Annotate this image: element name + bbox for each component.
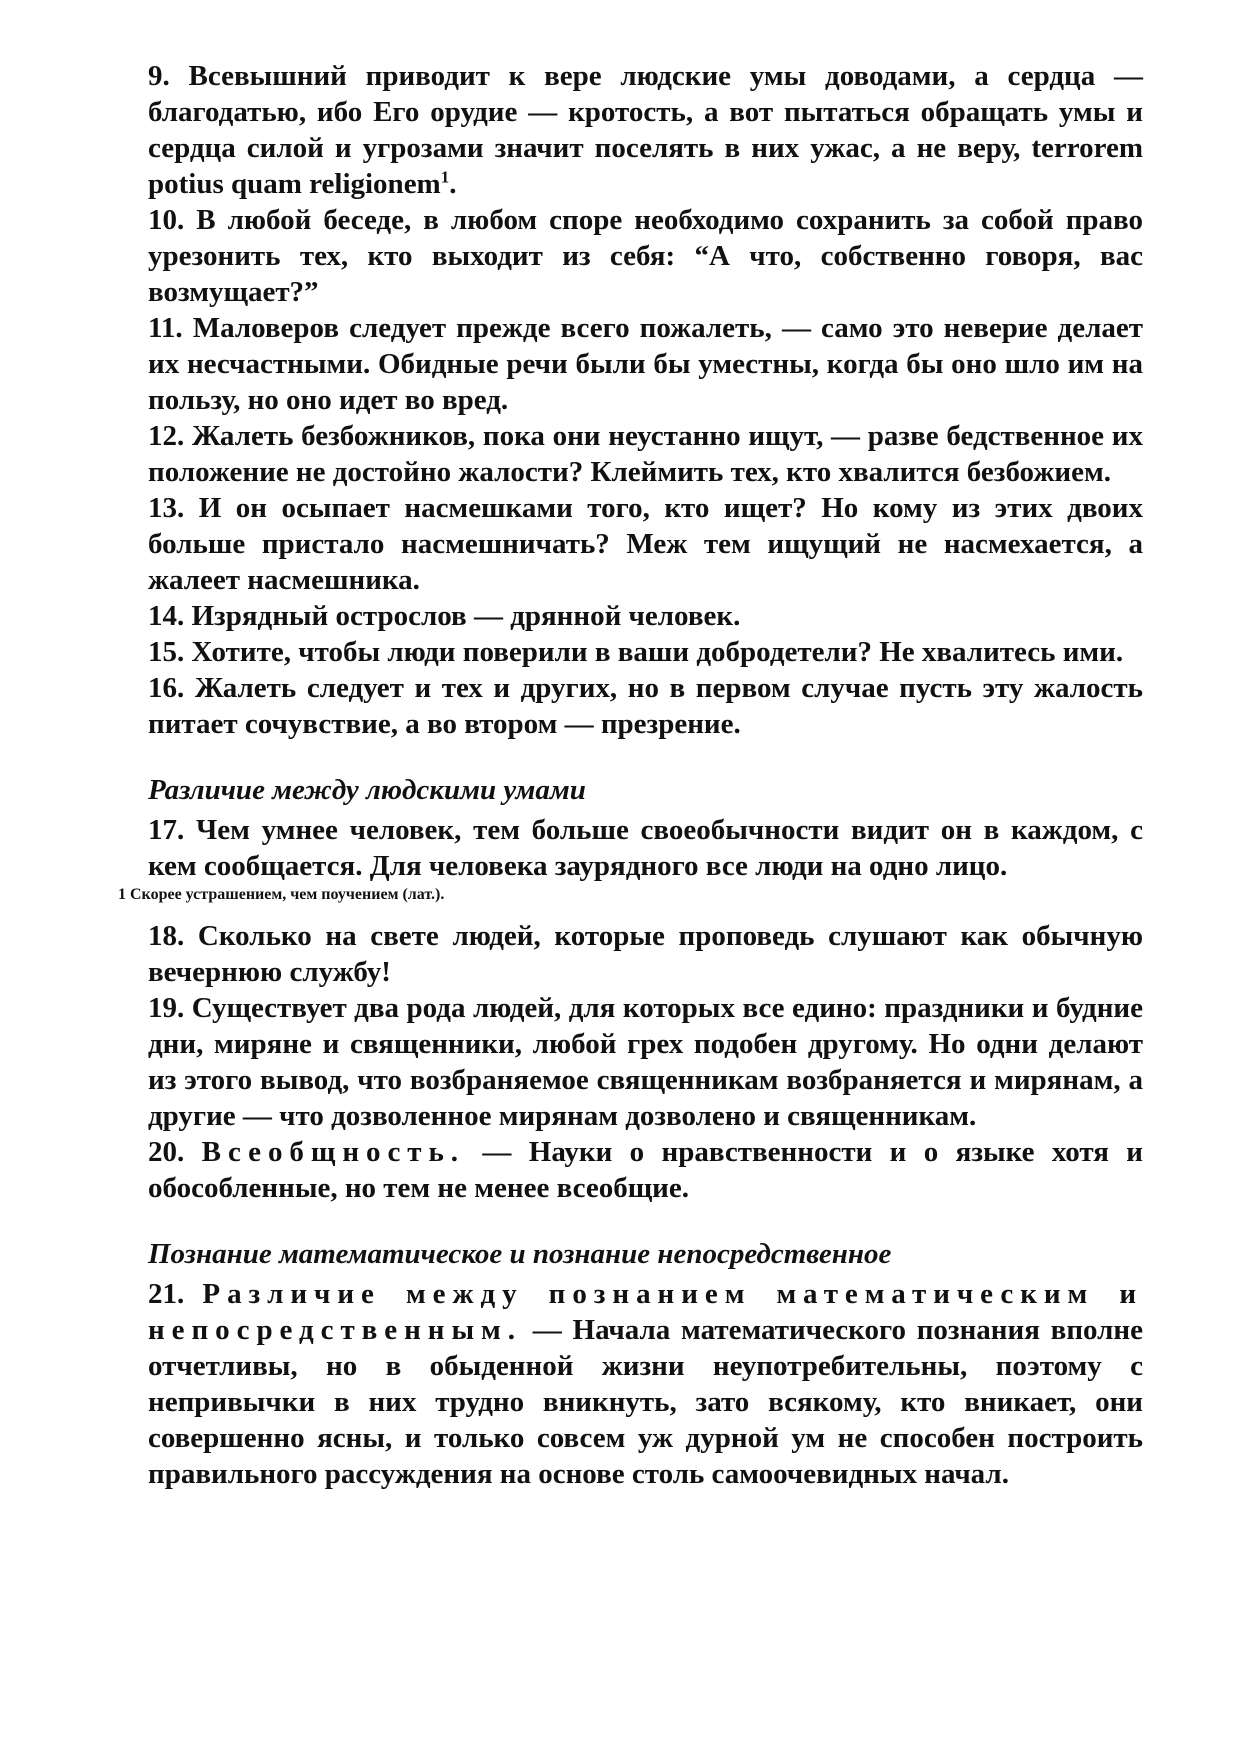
paragraph-17: 17. Чем умнее человек, тем больше своеобычности видит он в каждом, с кем сообщается. Для человека заурядного все люди на одно лицо. — [148, 814, 1143, 882]
section-heading-minds: Различие между людскими умами — [148, 774, 586, 806]
paragraph-21-text: — Начала математического познания вполне отчетливы, но в обыденной жизни неупотребительны, поэтому с непривычки в них трудно вникнуть, зато всякому, кто вникает, они совершенно ясны, и только совсем уж дурной ум не способен построить правильного рассуждения на основе столь самоочевидных начал. — [148, 1314, 1143, 1490]
paragraph-11: 11. Маловеров следует прежде всего пожалеть, — само это неверие делает их несчастными. Обидные речи были бы уместны, когда бы оно шло им на пользу, но оно идет во вред. — [148, 312, 1143, 416]
paragraph-20 — [148, 1134, 1143, 1206]
paragraph-20-text: — Науки о нравственности и о языке хотя и обособленные, но тем не менее всеобщие. — [148, 1136, 1144, 1204]
paragraph-12: 12. Жалеть безбожников, пока они неустанно ищут, — разве бедственное их положение не достойно жалости? Клеймить тех, кто хвалится безбожием. — [148, 420, 1143, 488]
paragraph-18: 18. Сколько на свете людей, которые проповедь слушают как обычную вечернюю службу! — [148, 920, 1143, 988]
paragraph-10: 10. В любой беседе, в любом споре необходимо сохранить за собой право урезонить тех, кто выходит из себя: “А что, собственно говоря, вас возмущает?” — [148, 204, 1143, 308]
paragraph-20-title: Всеобщность. — [201, 1136, 465, 1168]
paragraph-21-title: Различие между познанием математическим и непосредственным. — [148, 1278, 1144, 1346]
footnote: 1 Скорее устрашением, чем поучением (лат.). — [118, 886, 445, 903]
paragraph-9 — [148, 58, 1143, 202]
paragraph-20-number: 20. — [148, 1136, 185, 1168]
paragraph-16: 16. Жалеть следует и тех и других, но в первом случае пусть эту жалость питает сочувствие, а во втором — презрение. — [148, 672, 1143, 740]
paragraph-9-text: 9. Всевышний приводит к вере людские умы доводами, а сердца — благодатью, ибо Его орудие — кротость, а вот пытаться обращать умы и сердца силой и угрозами значит поселять в них ужас, а не веру, terrorem potius quam religionem — [148, 60, 1143, 200]
paragraph-13: 13. И он осыпает насмешками того, кто ищет? Но кому из этих двоих больше пристало насмешничать? Меж тем ищущий не насмехается, а жалеет насмешника. — [148, 492, 1143, 596]
paragraph-21-number: 21. — [148, 1278, 185, 1310]
paragraph-21 — [148, 1276, 1143, 1492]
paragraph-15: 15. Хотите, чтобы люди поверили в ваши добродетели? Не хвалитесь ими. — [148, 636, 1124, 668]
footnote-marker[interactable]: 1 — [440, 167, 450, 187]
paragraph-14: 14. Изрядный острослов — дрянной человек. — [148, 600, 741, 632]
paragraph-19: 19. Существует два рода людей, для которых все едино: праздники и будние дни, миряне и священники, любой грех подобен другому. Но одни делают из этого вывод, что возбраняемое священникам возбраняется и мирянам, а другие — что дозволенное мирянам дозволено и священникам. — [148, 992, 1143, 1132]
document-page — [118, 58, 1144, 1492]
section-heading-knowledge: Познание математическое и познание непосредственное — [148, 1238, 892, 1270]
paragraph-9-end: . — [449, 168, 457, 200]
